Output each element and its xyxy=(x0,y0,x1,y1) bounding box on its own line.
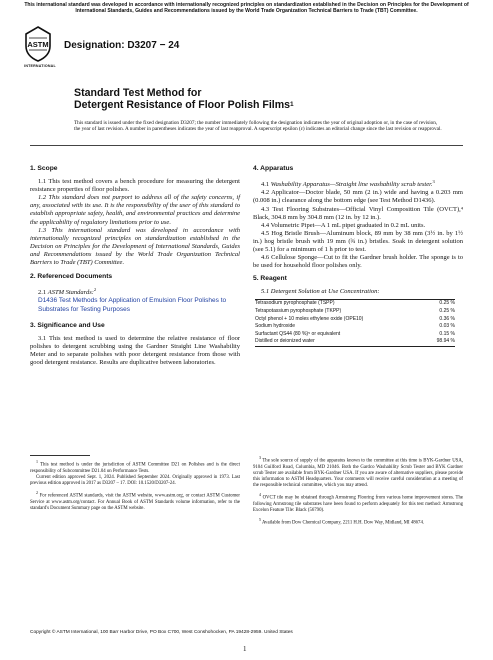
para-5-1: 5.1 Detergent Solution at Use Concentration: xyxy=(261,288,380,296)
para-1-1: 1.1 This test method covers a bench procedure for measuring the detergent resistance properties of floor polishes. xyxy=(30,178,240,194)
footnote-1-edition: Current edition approved Sept. 1, 2024. Published September 2024. Originally approved in 1973. Last previous edition approved in 2017 as D3207 – 17. DOI: 10.1520/D3207-24. xyxy=(30,474,240,486)
left-column xyxy=(30,165,240,367)
section-1-heading: 1. Scope xyxy=(30,165,58,172)
document-title xyxy=(74,87,454,111)
copyright-footer: Copyright © ASTM International, 100 Barr Harbor Drive, PO Box C700, West Conshohocken, PA 19428-2959. United States xyxy=(30,630,293,635)
reagent-row xyxy=(255,308,455,316)
reagent-name: Sodium hydroxide xyxy=(255,323,296,330)
left-footnotes xyxy=(30,455,240,512)
reagent-value: 0.25 % xyxy=(439,300,455,307)
issuance-note: This standard is issued under the fixed designation D3207; the number immediately following the designation indicates the year of original adoption or, in the case of revision, the year of last revision. A number in parentheses indicates the year of last reapproval. A superscript epsilon (ε) indicates an editorial change since the last revision or reapproval. xyxy=(74,120,442,133)
tbt-notice: This international standard was developed in accordance with internationally recognized principles on standardization established in the Decision on Principles for the Development of International Standards, Guides and Recommendations issued by the World Trade Organization Technical Barriers to Trade (TBT) Committee. xyxy=(24,2,469,15)
right-column xyxy=(253,165,463,347)
title-line-2: Detergent Resistance of Floor Polish Films$^1$ xyxy=(74,99,294,111)
para-4-3: 4.3 Test Flooring Substrates—Official Vinyl Composition Tile (OVCT),⁴ Black, 304.8 mm by 304.8 mm (12 in. by 12 in.). xyxy=(253,205,463,221)
reagent-row xyxy=(255,331,455,339)
right-footnotes xyxy=(253,455,463,527)
para-3-1: 3.1 This test method is used to determine the relative resistance of floor polishes to detergent scrubbing using the Gardner Straight Line Washability Meter and to separate polishes with poor detergent resistance from those with good detergent resistance. Results are duplicative between laboratories. xyxy=(30,334,240,367)
reagent-name: Tetrasodium pyrophosphate (TSPP) xyxy=(255,300,335,307)
reagent-row xyxy=(255,316,455,324)
reagent-name: Surfactant QS44 (80 %)⁵ or equivalent xyxy=(255,330,341,337)
para-4-1: 4.1 Washability Apparatus—Straight line washability scrub tester.$^3$ xyxy=(261,179,435,189)
para-2-1: 2.1 ASTM Standards:$^2$ xyxy=(38,287,97,297)
page-number: 1 xyxy=(243,645,247,653)
reagent-value: 0.25 % xyxy=(439,308,455,315)
svg-text:ASTM: ASTM xyxy=(27,40,49,49)
para-4-5: 4.5 Hog Bristle Brush—Aluminum block, 89 mm by 38 mm (3½ in. by 1½ in.) hog bristle brush with 19 mm (¾ in.) bristles. Soak in detergent solution (see 5.1) for a minimum of 1 h prior to test. xyxy=(253,229,463,253)
reagent-name: Octyl phenol + 10 moles ethylene oxide (OPE10) xyxy=(255,315,364,322)
para-4-4: 4.4 Volumetric Pipet—A 1 mL pipet graduated in 0.2 mL units. xyxy=(261,221,426,229)
reagent-row xyxy=(255,338,455,346)
footnote-1: $^1$ This test method is under the jurisdiction of ASTM Committee D21 on Polishes and is the direct responsibility of Subcommittee D21.04 on Performance Tests. xyxy=(30,459,240,474)
reagent-table xyxy=(255,299,455,347)
section-3-heading: 3. Significance and Use xyxy=(30,321,105,329)
section-4-heading: 4. Apparatus xyxy=(253,165,294,172)
reference-title-link[interactable]: Test Methods for Application of Emulsion Floor Polishes to Substrates for Testing Purposes xyxy=(38,297,227,313)
para-4-6: 4.6 Cellulose Sponge—Cut to fit the Gardner brush holder. The sponge is to be used for household floor polishes only. xyxy=(253,254,463,270)
reagent-value: 0.15 % xyxy=(439,330,455,337)
reference-code-link[interactable]: D1436 xyxy=(38,297,58,305)
title-line-1: Standard Test Method for xyxy=(74,87,202,99)
reagent-name: Tetrapotassium pyrophosphate (TKPP) xyxy=(255,308,342,315)
footnote-3: $^3$ The sole source of supply of the apparatus known to the committee at this time is BYK-Gardner USA, 9104 Guilford Road, Columbia, MD 21046. Both the Gardco Washability Scrub Tester and BYK Gardner scrub Tester are available from BYK-Gardner USA. If you are aware of alternative suppliers, please provide this information to ASTM Headquarters. Your comments will receive careful consideration at a meeting of the responsible technical committee, which you may attend. xyxy=(253,455,463,488)
reagent-row xyxy=(255,300,455,308)
section-2-heading: 2. Referenced Documents xyxy=(30,273,113,281)
header-divider xyxy=(30,145,463,146)
para-1-2: 1.2 This standard does not purport to address all of the safety concerns, if any, associated with its use. It is the responsibility of the user of this standard to establish appropriate safety, health, and environmental practices and determine the applicability of regulatory limitations prior to use. xyxy=(30,194,240,226)
designation: Designation: D3207 − 24 xyxy=(64,40,180,51)
logo-caption: INTERNATIONAL xyxy=(24,64,56,68)
reagent-value: 0.36 % xyxy=(439,315,455,322)
reagent-name: Distilled or deionized water xyxy=(255,338,315,345)
para-1-3: 1.3 This international standard was developed in accordance with internationally recognized principles on standardization established in the Decision on Principles for the Development of International Standards, Guides and Recommendations issued by the World Trade Organization Technical Barriers to Trade (TBT) Committee. xyxy=(30,226,240,267)
reference-d1436[interactable] xyxy=(30,297,240,313)
reagent-value: 98.94 % xyxy=(436,338,455,345)
para-4-2: 4.2 Applicator—Doctor blade, 50 mm (2 in.) wide and having a 0.203 mm (0.008 in.) clearance along the bottom edge (see Test Method D1436). xyxy=(253,189,463,205)
footnote-5: $^5$ Available from Dow Chemical Company, 2211 H.H. Dow Way, Midland, MI 48674. xyxy=(259,516,425,526)
reagent-row xyxy=(255,323,455,331)
footnote-4: $^4$ OVCT tile may be obtained through Armstrong Flooring from various home improvement stores. The following Armstrong tile substrates have been found to perform adequately for this test method: Armstrong Excelon Feature Tile: Black (56790). xyxy=(253,492,463,513)
section-5-heading: 5. Reagent xyxy=(253,275,287,283)
reagent-value: 0.03 % xyxy=(439,323,455,330)
footnote-2: $^2$ For referenced ASTM standards, visit the ASTM website, www.astm.org, or contact ASTM Customer Service at www.astm.org/contact. For Annual Book of ASTM Standards volume information, refer to the standard's Document Summary page on the ASTM website. xyxy=(30,489,240,511)
astm-logo-icon xyxy=(24,26,52,62)
